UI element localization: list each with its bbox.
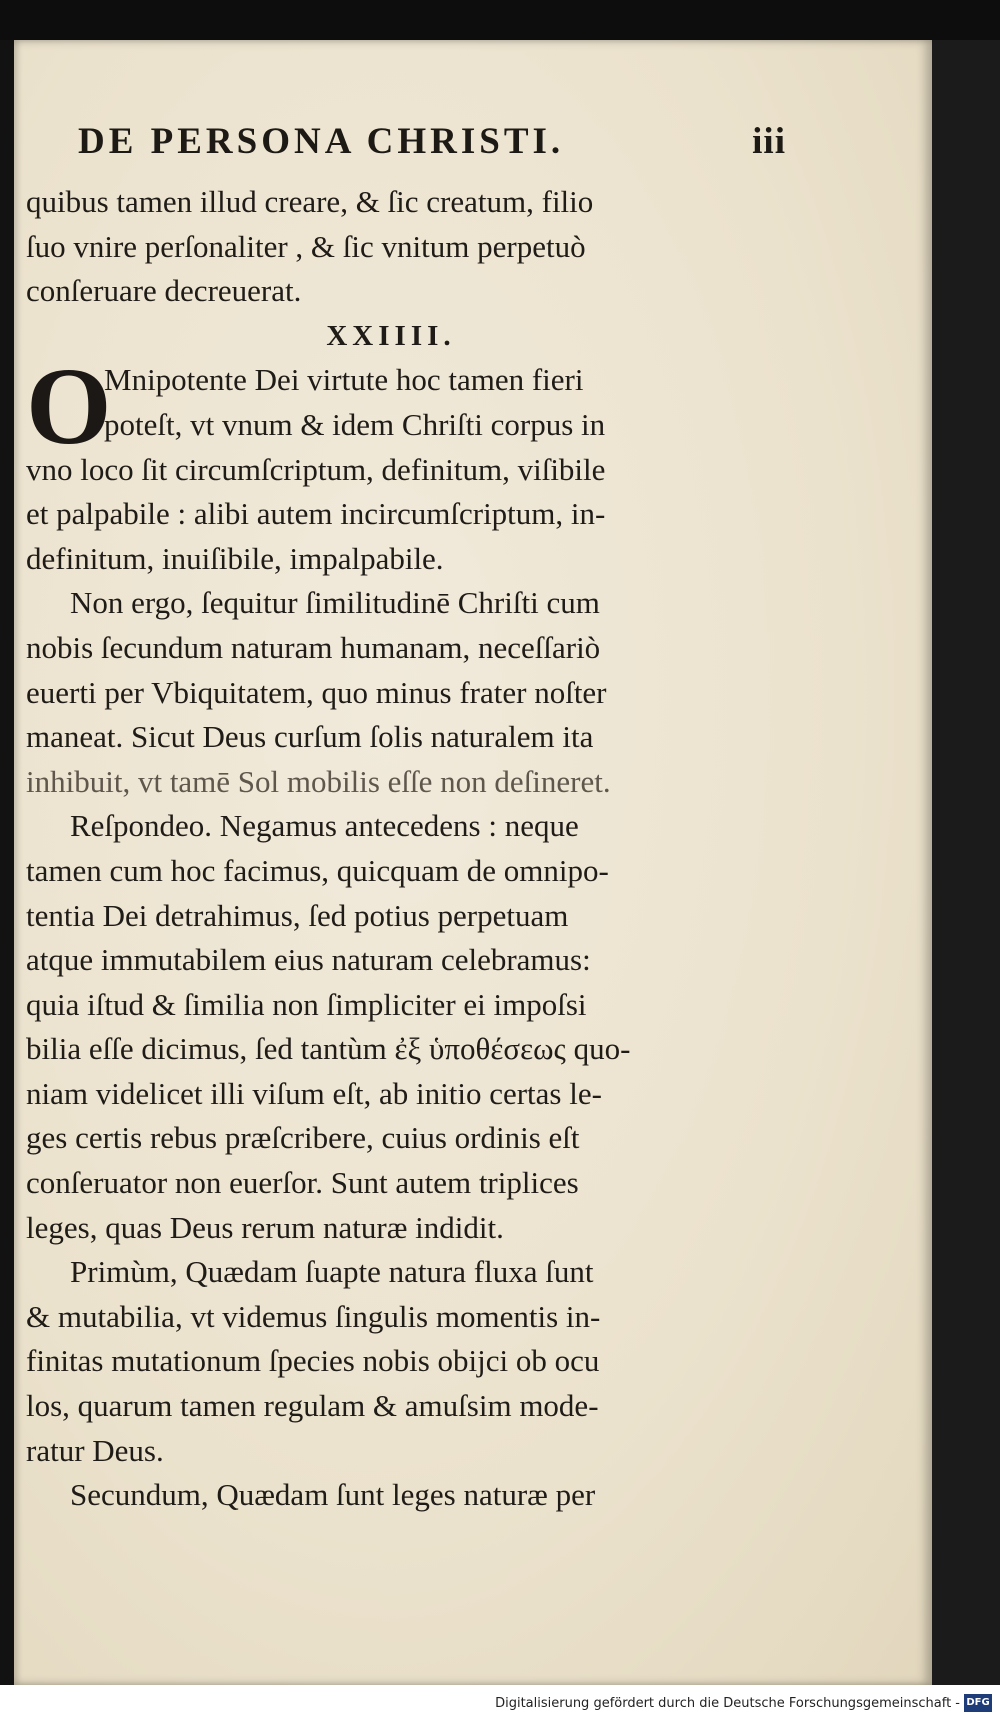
text-line: Non ergo, ſequitur ſimilitudinē Chriſti cum (70, 585, 600, 621)
text-line: Reſpondeo. Negamus antecedens : neque (70, 808, 579, 844)
text-line: niam videlicet illi viſum eſt, ab initio certas le- (26, 1075, 602, 1111)
paragraph-with-dropcap (26, 345, 716, 468)
text-line: nobis ſecundum naturam humanam, neceſſariò (26, 629, 601, 665)
text-line: quibus tamen illud creare, & ſic creatum, filio (26, 184, 594, 219)
text-line: los, quarum tamen regulam & amuſsim mode- (26, 1388, 599, 1424)
text-line: ratur Deus. (26, 1432, 164, 1468)
text-line: maneat. Sicut Deus curſum ſolis naturalem ita (26, 719, 594, 755)
text-line: inhibuit, vt tamē Sol mobilis eſſe non deſineret. (26, 763, 611, 799)
text-line: vno loco ſit circumſcriptum, definitum, viſibile (26, 451, 606, 487)
text-line: poteſt, vt vnum & idem Chriſti corpus in (104, 406, 606, 442)
text-line: tamen cum hoc facimus, quicquam de omnipo- (26, 852, 609, 888)
footer-bar (0, 1685, 1000, 1724)
text-line: conſeruare decreuerat. (26, 273, 302, 309)
text-line: Mnipotente Dei virtute hoc tamen fieri (104, 362, 584, 398)
text-line: leges, quas Deus rerum naturæ indidit. (26, 1209, 504, 1245)
funding-credit: Digitalisierung gefördert durch die Deutsche Forschungsgemeinschaft - (495, 1696, 960, 1711)
text-line: finitas mutationum ſpecies nobis obijci ob ocu (26, 1343, 600, 1379)
text-line: atque immutabilem eius naturam celebramus: (26, 942, 591, 978)
scan-background-right (932, 40, 1000, 1685)
drop-capital: O (26, 345, 112, 468)
text-line: et palpabile : alibi autem incircumſcriptum, in- (26, 496, 606, 532)
text-line: Primùm, Quædam ſuapte natura fluxa ſunt (70, 1254, 594, 1290)
text-line: Secundum, Quædam ſunt leges naturæ per (70, 1477, 596, 1513)
text-line: euerti per Vbiquitatem, quo minus frater noſter (26, 674, 607, 710)
text-line: conſeruator non euerſor. Sunt autem triplices (26, 1165, 579, 1201)
section-numeral: XXIIII. (326, 319, 456, 352)
text-line: tentia Dei detrahimus, ſed potius perpetuam (26, 897, 569, 933)
running-title: DE PERSONA CHRISTI. (78, 121, 565, 162)
text-line: definitum, inuiſibile, impalpabile. (26, 540, 444, 576)
text-line: & mutabilia, vt videmus ſingulis momentis in- (26, 1298, 601, 1334)
folio-number: iii (752, 121, 786, 162)
page-text (26, 180, 716, 1518)
scan-background-top (0, 0, 1000, 40)
text-line: quia iſtud & ſimilia non ſimpliciter ei impoſsi (26, 986, 587, 1022)
running-header (78, 120, 786, 163)
dfg-logo-icon: DFG (964, 1694, 992, 1712)
text-line: ſuo vnire perſonaliter , & ſic vnitum perpetuò (26, 228, 586, 264)
text-line: bilia eſſe dicimus, ſed tantùm ἐξ ὑποθέσεως quo- (26, 1031, 631, 1067)
text-line: ges certis rebus præſcribere, cuius ordinis eſt (26, 1120, 580, 1156)
